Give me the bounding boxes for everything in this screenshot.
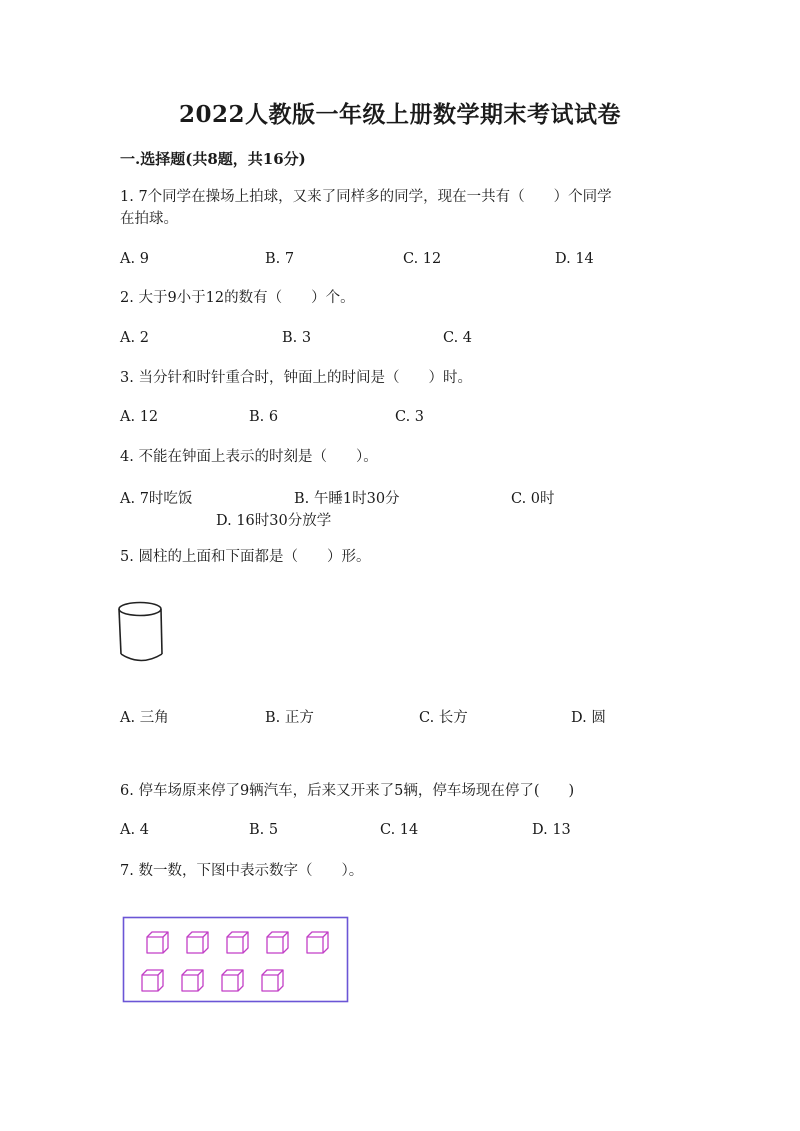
question-3-text: 3. 当分针和时针重合时，钟面上的时间是（ ）时。: [120, 370, 472, 386]
cubes-figure: [120, 915, 352, 1005]
q6-option-c: C. 14: [380, 822, 419, 838]
q1-option-c: C. 12: [403, 251, 442, 267]
q5-option-b: B. 正方: [265, 710, 314, 726]
cube-icon: [142, 970, 163, 991]
question-7-text: 7. 数一数，下图中表示数字（ ）。: [120, 863, 364, 879]
q4-option-b: B. 午睡1时30分: [294, 491, 400, 507]
q1-option-d: D. 14: [555, 251, 594, 267]
q3-option-a: A. 12: [120, 409, 159, 425]
section-heading: 一.选择题(共8题，共16分): [120, 150, 306, 168]
cube-icon: [307, 932, 328, 953]
q4-option-d: D. 16时30分放学: [216, 513, 332, 529]
q4-option-a: A. 7时吃饭: [120, 491, 193, 507]
q3-option-b: B. 6: [249, 409, 279, 425]
cylinder-figure: [118, 600, 170, 666]
cube-icon: [182, 970, 203, 991]
q2-option-b: B. 3: [282, 330, 312, 346]
cube-icon: [147, 932, 168, 953]
q3-option-c: C. 3: [395, 409, 425, 425]
q6-option-d: D. 13: [532, 822, 571, 838]
q1-option-a: A. 9: [120, 251, 149, 267]
question-1-text: 1. 7个同学在操场上拍球，又来了同样多的同学，现在一共有（ ）个同学: [120, 189, 612, 205]
q5-option-a: A. 三角: [120, 710, 169, 726]
page-title: 2022人教版一年级上册数学期末考试试卷: [178, 101, 621, 128]
question-1-text-cont: 在拍球。: [120, 211, 178, 227]
q2-option-c: C. 4: [443, 330, 473, 346]
question-5-text: 5. 圆柱的上面和下面都是（ ）形。: [120, 549, 371, 565]
question-6-text: 6. 停车场原来停了9辆汽车，后来又开来了5辆，停车场现在停了( ): [120, 783, 575, 799]
q5-option-d: D. 圆: [571, 710, 606, 726]
q1-option-b: B. 7: [265, 251, 295, 267]
q2-option-a: A. 2: [120, 330, 149, 346]
question-2-text: 2. 大于9小于12的数有（ ）个。: [120, 290, 355, 306]
cube-icon: [187, 932, 208, 953]
q6-option-b: B. 5: [249, 822, 279, 838]
cube-icon: [262, 970, 283, 991]
q4-option-c: C. 0时: [511, 491, 555, 507]
cubes-frame: [124, 918, 348, 1002]
question-4-text: 4. 不能在钟面上表示的时刻是（ ）。: [120, 449, 378, 465]
cube-icon: [267, 932, 288, 953]
cube-icon: [227, 932, 248, 953]
q5-option-c: C. 长方: [419, 710, 468, 726]
q6-option-a: A. 4: [120, 822, 149, 838]
cube-icon: [222, 970, 243, 991]
